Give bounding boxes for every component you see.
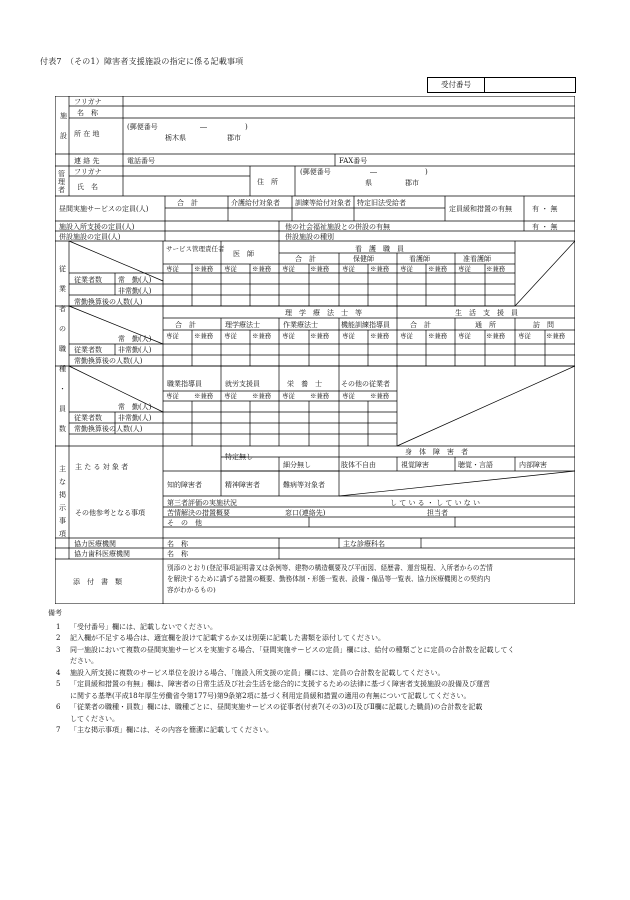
- fulltime-label: 専従: [400, 265, 413, 273]
- parttime-emp-label: 非常勤(人): [118, 287, 152, 295]
- manager-postal-dash: ―: [370, 168, 377, 176]
- attachments-label: 添 付 書 類: [73, 578, 122, 586]
- manager-postal-label: (郵便番号: [300, 168, 331, 176]
- parttime-emp-label-2: 非常勤(人): [118, 346, 152, 354]
- visual-label: 視覚障害: [401, 461, 429, 469]
- note-item: [48, 691, 578, 703]
- note-number: 5: [56, 680, 61, 688]
- document-title: 付表7 （その1）障害者支援施設の指定に係る記載事項: [40, 57, 244, 66]
- training-target-label: 訓練等給付対象者: [295, 199, 351, 207]
- fulltime-label: 専従: [342, 265, 355, 273]
- nurse-total-label: 合 計: [295, 255, 316, 263]
- note-item: [48, 656, 578, 668]
- limb-label: 肢体不自由: [341, 461, 376, 469]
- staff-vertical-6: 種: [59, 365, 66, 373]
- physical-therapist-label: 理学療法士: [225, 321, 260, 329]
- staff-vertical-4: の: [59, 325, 66, 333]
- fulltime-label: 専従: [342, 332, 355, 340]
- concurrent-label: ※兼務: [370, 265, 390, 273]
- fulltime-emp-label-3: 常 勤(人): [118, 403, 152, 411]
- fulltime-label: 専従: [166, 392, 179, 400]
- life-support-label: 生 活 支 援 員: [455, 309, 518, 317]
- note-item: [48, 725, 578, 737]
- fulltime-label: 専従: [224, 392, 237, 400]
- main-items-vertical-5: 事: [59, 517, 66, 525]
- fte-label-2: 常勤換算後の人数(人): [74, 357, 143, 365]
- main-items-vertical-3: 掲: [59, 491, 66, 499]
- therapist-total-label: 合 計: [175, 321, 196, 329]
- fulltime-label: 専従: [518, 332, 531, 340]
- medical-name-label: 名 称: [167, 540, 188, 548]
- facility-furigana-label: フリガナ: [74, 98, 102, 106]
- manager-address-label: 住 所: [257, 178, 278, 186]
- attachments-text-3: 容がわかるもの): [167, 586, 216, 594]
- receipt-number-box: [427, 77, 576, 93]
- other-references-label: その他参考となる事項: [75, 509, 145, 517]
- concurrent-label: ※兼務: [194, 265, 214, 273]
- fulltime-label: 専従: [224, 332, 237, 340]
- vocational-instructor-label: 職業指導員: [167, 380, 202, 388]
- note-text: 「従業者の職種・員数」欄には、職種ごとに、昼間実施サービスの従事者(付表7(その3)のⅠ及びⅡ欄に記載した職員)の合計数を記載: [70, 703, 483, 711]
- registration-form: [55, 96, 575, 608]
- facility-contact-label: 連 絡 先: [74, 157, 100, 165]
- concurrent-label: ※兼務: [428, 332, 448, 340]
- facility-postal-dash: ―: [200, 123, 207, 131]
- commuting-label: 通 所: [475, 321, 496, 329]
- note-text: 「受付番号」欄には、記載しないでください。: [70, 622, 217, 631]
- concurrent-label: ※兼務: [310, 332, 330, 340]
- notes-list: [48, 622, 578, 737]
- other-staff-label: その他の従業者: [341, 380, 390, 388]
- concurrent-label: ※兼務: [486, 265, 506, 273]
- note-number: 2: [56, 634, 61, 642]
- form-table: [55, 96, 575, 604]
- fulltime-label: 専従: [224, 265, 237, 273]
- third-party-label: 第三者評価の実施状況: [167, 499, 237, 507]
- note-text: 記入欄が不足する場合は、適宜欄を設けて記載するか又は別葉に記載した書類を添付してください。: [70, 634, 385, 642]
- functional-trainer-label: 機能訓練指導員: [341, 321, 390, 329]
- main-target-label: 主 た る 対 象 者: [75, 463, 129, 471]
- note-item: [48, 714, 578, 726]
- manager-city: 郡市: [405, 179, 419, 187]
- fulltime-label: 専従: [166, 265, 179, 273]
- person-in-charge-label: 担当者: [427, 509, 448, 517]
- intellectual-label: 知的障害者: [167, 481, 202, 489]
- main-items-vertical-2: な: [59, 478, 66, 486]
- staff-vertical-2: 業: [59, 285, 66, 293]
- therapist-label: 理 学 療 法 士 等: [285, 309, 362, 317]
- facility-postal-close: ): [245, 123, 248, 131]
- note-number: 7: [56, 726, 61, 734]
- main-items-vertical-4: 示: [59, 504, 66, 512]
- doctor-label: 医 師: [233, 250, 254, 258]
- facility-prefecture: 栃木県: [165, 134, 186, 142]
- fulltime-label: 専従: [458, 332, 471, 340]
- staff-count-label-3: 従業者数: [74, 414, 102, 422]
- capacity-total-label: 合 計: [177, 199, 198, 207]
- note-item: [48, 702, 578, 714]
- mental-label: 精神障害者: [225, 481, 260, 489]
- concurrent-label: ※兼務: [486, 332, 506, 340]
- fte-label: 常勤換算後の人数(人): [74, 298, 143, 306]
- fulltime-label: 専従: [342, 392, 355, 400]
- fulltime-label: 専従: [282, 392, 295, 400]
- phone-label: 電話番号: [127, 157, 155, 165]
- capacity-service-label: 昼間実施サービスの定員(人): [59, 205, 149, 213]
- staff-vertical-7: ・: [59, 385, 66, 393]
- assistant-nurse-label: 准看護師: [463, 255, 491, 263]
- manager-vertical-label-3: 者: [58, 186, 65, 194]
- note-text: してください。: [70, 714, 119, 723]
- staff-vertical-3: 者: [59, 305, 66, 313]
- staff-vertical-9: 数: [59, 425, 66, 433]
- fulltime-emp-label: 常 勤(人): [118, 276, 152, 284]
- hearing-label: 聴覚・言語: [458, 461, 493, 469]
- note-item: [48, 668, 578, 680]
- parttime-emp-label-3: 非常勤(人): [118, 414, 152, 422]
- notes-section: [48, 608, 578, 737]
- dental-label: 協力歯科医療機関: [74, 550, 130, 558]
- form-labels: [58, 98, 558, 594]
- relaxed-measure-choice[interactable]: 有 ・ 無: [532, 205, 558, 213]
- facility-name-label: 名 称: [77, 109, 98, 117]
- fulltime-label: 専従: [166, 332, 179, 340]
- concurrent-label: ※兼務: [370, 392, 390, 400]
- fulltime-label: 専従: [400, 332, 413, 340]
- note-number: 4: [56, 668, 61, 677]
- manager-vertical-label-2: 理: [58, 178, 65, 186]
- third-party-choice[interactable]: し て い る ・ し て い な い: [390, 499, 481, 507]
- staff-vertical-5: 職: [59, 345, 66, 353]
- nutritionist-label: 栄 養 士: [287, 380, 322, 388]
- concurrent-label: ※兼務: [310, 392, 330, 400]
- manager-postal-close: ): [425, 168, 428, 176]
- note-number: 1: [56, 622, 61, 631]
- facility-vertical-label-2: 設: [60, 132, 67, 140]
- note-item: [48, 645, 578, 657]
- care-target-label: 介護給付対象者: [231, 199, 280, 207]
- note-text: に関する基準(平成18年厚生労働省令第177号)第9条第2項に基づく利用定員緩和措置の適用の有無について記載してください。: [70, 691, 471, 700]
- fulltime-label: 専従: [458, 265, 471, 273]
- staff-vertical-1: 従: [59, 265, 66, 273]
- public-health-nurse-label: 保健師: [353, 255, 374, 263]
- staff-count-label-2: 従業者数: [74, 346, 102, 354]
- specified-none-label: 特定無し: [225, 453, 253, 461]
- facility-location-label: 所 在 地: [74, 130, 100, 138]
- staff-count-label: 従業者数: [74, 276, 102, 284]
- staff-vertical-8: 員: [59, 405, 66, 413]
- note-text: 施設入所支援に複数のサービス単位を設ける場合、「施設入所支援の定員」欄には、定員の合計数を記載してください。: [70, 668, 445, 677]
- note-text: 「定員緩和措置の有無」欄は、障害者の日常生活及び社会生活を総合的に支援するための法律に基づく障害者支援施設の設備及び運営: [70, 680, 490, 688]
- concurrent-label: ※兼務: [194, 392, 214, 400]
- note-number: 3: [56, 645, 61, 654]
- fulltime-label: 専従: [282, 332, 295, 340]
- note-text: 「主な掲示事項」欄には、その内容を簡潔に記載してください。: [70, 726, 273, 734]
- concurrent-label: ※兼務: [370, 332, 390, 340]
- note-item: [48, 679, 578, 691]
- note-number: 6: [56, 703, 61, 711]
- note-text: ださい。: [70, 657, 98, 665]
- physical-disability-label: 身 体 障 害 者: [405, 448, 468, 456]
- other-welfare-label: 他の社会福祉施設との併設の有無: [285, 223, 390, 231]
- note-item: [48, 622, 578, 634]
- manager-name-label: 氏 名: [77, 183, 98, 191]
- concurrent-label: ※兼務: [546, 332, 566, 340]
- life-support-total-label: 合 計: [410, 321, 431, 329]
- fax-label: FAX番号: [339, 157, 368, 165]
- manager-pref: 県: [365, 179, 372, 187]
- attachments-text-2: を解決するために講ずる措置の概要、勤務体制・形態一覧表、設備・備品等一覧表、協力医療機関との契約内: [167, 575, 491, 583]
- manager-vertical-label-1: 管: [58, 170, 65, 178]
- window-label: 窓口(連絡先): [285, 509, 326, 517]
- concurrent-label: ※兼務: [252, 265, 272, 273]
- service-manager-label: サービス管理責任者: [166, 245, 225, 253]
- attachments-text-1: 別添のとおり(登記事項証明書又は条例等、建物の構造概要及び平面図、経歴書、運営規程、入所者からの苦情: [167, 564, 493, 572]
- relaxed-measure-label: 定員緩和措置の有無: [449, 205, 512, 213]
- internal-label: 内部障害: [519, 461, 547, 469]
- concurrent-label: ※兼務: [252, 332, 272, 340]
- concurrent-label: ※兼務: [428, 265, 448, 273]
- concurrent-label: ※兼務: [310, 265, 330, 273]
- capacity-residence-label: 施設入所支援の定員(人): [59, 223, 135, 231]
- old-law-label: 特定旧法受給者: [357, 199, 406, 207]
- concurrent-label: ※兼務: [194, 332, 214, 340]
- attached-type-label: 併設施設の種別: [285, 233, 334, 241]
- manager-furigana-label: フリガナ: [74, 168, 102, 176]
- dental-name-label: 名 称: [167, 550, 188, 558]
- medical-label: 協力医療機関: [74, 540, 116, 548]
- main-items-vertical-1: 主: [59, 465, 66, 473]
- no-distinction-label: 細分無し: [283, 461, 311, 469]
- other-welfare-choice[interactable]: 有 ・ 無: [532, 223, 558, 231]
- complaint-label: 苦情解決の措置概要: [167, 509, 230, 517]
- facility-postal-label: (郵便番号: [127, 123, 158, 131]
- receipt-number-label: 受付番号: [428, 78, 485, 92]
- facility-vertical-label-1: 施: [60, 112, 67, 120]
- registered-nurse-label: 看護師: [409, 255, 430, 263]
- concurrent-label: ※兼務: [252, 392, 272, 400]
- other-label: そ の 他: [167, 519, 202, 527]
- nurse-label: 看 護 職 員: [355, 245, 404, 253]
- intractable-label: 難病等対象者: [283, 481, 325, 489]
- main-items-vertical-6: 項: [59, 530, 66, 538]
- fulltime-emp-label-2: 常 勤(人): [118, 335, 152, 343]
- employment-supporter-label: 就労支援員: [225, 380, 260, 388]
- occupational-therapist-label: 作業療法士: [283, 321, 318, 329]
- fte-label-3: 常勤換算後の人数(人): [74, 425, 143, 433]
- attached-capacity-label: 併設施設の定員(人): [59, 233, 121, 241]
- facility-city: 郡市: [227, 134, 241, 142]
- notes-heading: 備考: [48, 609, 62, 617]
- note-item: [48, 633, 578, 645]
- visiting-label: 訪 問: [533, 321, 554, 329]
- dept-label: 主な診療科名: [343, 540, 385, 548]
- note-text: 同一施設において複数の昼間実施サービスを実施する場合、「昼間実施サービスの定員」欄には、給付の種類ごとに定員の合計数を記載してく: [70, 645, 515, 654]
- fulltime-label: 専従: [282, 265, 295, 273]
